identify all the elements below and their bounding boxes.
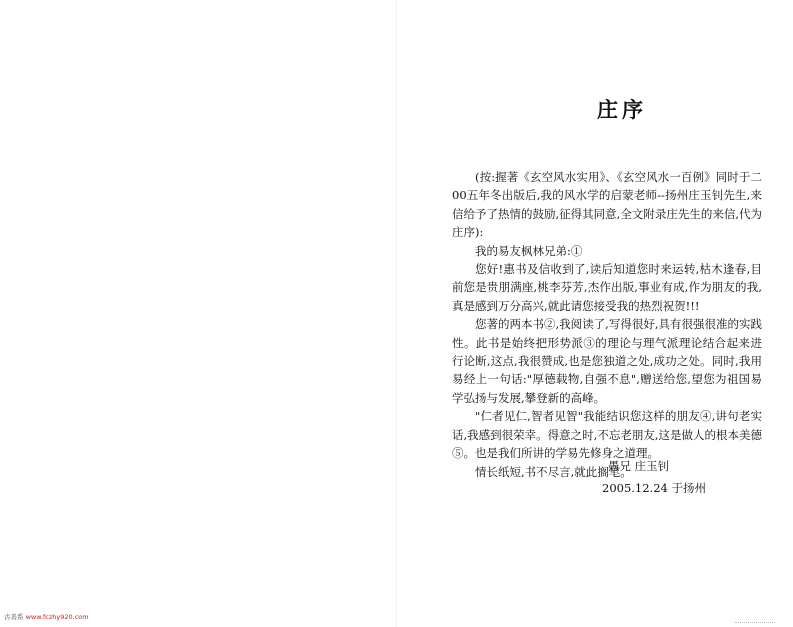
letter-paragraph: 您著的两本书②,我阅读了,写得很好,具有很强很准的实践性。此书是始终把形势派③的理论与理气派理论结合起来进行论断,这点,我很赞成,也是您独道之处,成功之处。同时,我用易经上一句话:"厚德载物,自强不息",赠送给您,望您为祖国易学弘扬与发展,攀登新的高峰。 <box>452 317 762 405</box>
right-page <box>452 0 772 627</box>
scan-edge-mark <box>735 616 775 623</box>
signature-name: 愚兄 庄玉钊 <box>608 459 670 473</box>
signature-block <box>602 455 742 499</box>
footer-watermark <box>4 612 89 621</box>
page-gutter <box>396 0 397 627</box>
footer-site-name: 古善系 <box>4 613 24 621</box>
closing-line: 情长纸短,书不尽言,就此搁笔。 <box>475 464 632 479</box>
salutation: 我的易友枫林兄弟:① <box>475 243 583 258</box>
letter-paragraph: "仁者见仁,智者见智"我能结识您这样的朋友④,讲句老实话,我感到很荣幸。得意之时,不忘老朋友,这是做人的根本美德⑤。也是我们所讲的学易先修身之道理。 <box>452 409 762 461</box>
page-title: 庄序 <box>597 98 647 122</box>
letter-paragraph: 您好!惠书及信收到了,读后知道您时来运转,枯木逢春,目前您是贵朋满座,桃李芬芳,杰作出版,事业有成,作为朋友的我,真是感到万分高兴,就此请您接受我的热烈祝贺!!! <box>452 262 762 313</box>
signature-date: 2005.12.24 于扬州 <box>602 481 706 495</box>
footer-url: www.fczhy920.com <box>25 613 89 621</box>
letter-body <box>452 168 762 481</box>
preface-note: (按:握著《玄空风水实用》、《玄空风水一百例》同时于二00五年冬出版后,我的风水学的启蒙老师--扬州庄玉钊先生,来信给予了热情的鼓励,征得其同意,全文附录庄先生的来信,代为庄序): <box>452 170 762 240</box>
